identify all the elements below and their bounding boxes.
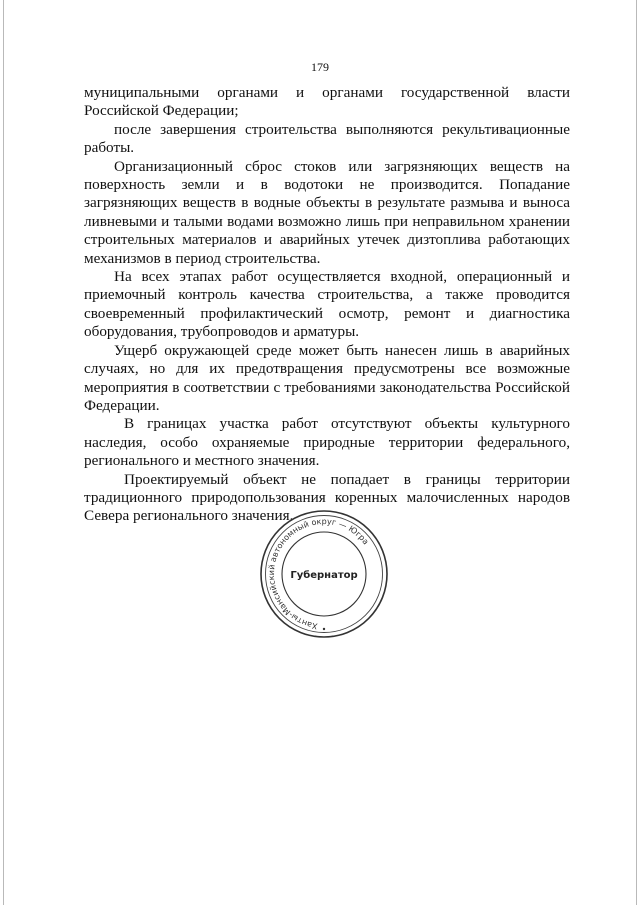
seal-center-text: Губернатор xyxy=(290,570,358,581)
paragraph-continuation: муниципальными органами и органами государственной власти Российской Федерации; xyxy=(84,84,570,120)
paragraph-traditional-land-use: Проектируемый объект не попадает в границы территории традиционного природопользования коренных малочисленных народов Севера регионального значения. xyxy=(84,470,570,525)
governor-seal xyxy=(258,508,390,640)
paragraph-recultivation: после завершения строительства выполняются рекультивационные работы. xyxy=(84,120,570,157)
scan-edge-right xyxy=(636,0,637,905)
seal-ring-text: Ханты-Мансийский автономный округ — Югра xyxy=(266,516,371,631)
paragraph-environmental-damage: Ущерб окружающей среде может быть нанесен лишь в аварийных случаях, но для их предотвращения предусмотрены все возможные мероприятия в соответствии с требованиями законодательства Российской Федерации. xyxy=(84,341,570,414)
seal-dot xyxy=(323,628,325,630)
page-number: 179 xyxy=(311,60,329,74)
paragraph-discharge: Организационный сброс стоков или загрязняющих веществ на поверхность земли и в водотоки не производится. Попадание загрязняющих веществ в водные объекты в результате размыва и выноса ливневыми и талыми водами возможно лишь при неправильном хранении строительных материалов и аварийных утечек дизтоплива работающих механизмов в период строительства. xyxy=(84,157,570,267)
paragraph-cultural-heritage: В границах участка работ отсутствуют объекты культурного наследия, особо охраняемые природные территории федерального, регионального и местного значения. xyxy=(84,415,570,470)
document-body xyxy=(84,84,570,526)
paragraph-quality-control: На всех этапах работ осуществляется входной, операционный и приемочный контроль качества строительства, а также проводится своевременный профилактический осмотр, ремонт и диагностика оборудования, трубопроводов и арматуры. xyxy=(84,268,570,341)
scan-edge-left xyxy=(3,0,4,905)
